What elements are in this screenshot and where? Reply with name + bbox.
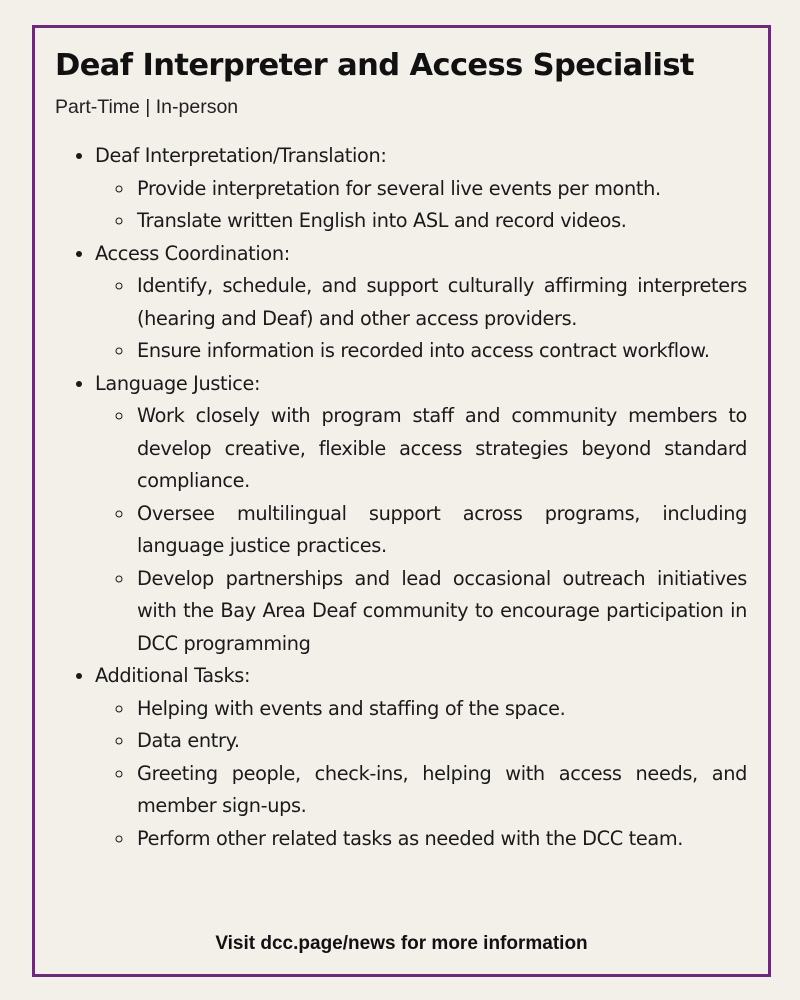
list-item: ◦ Work closely with program staff and community members to develop creative, flexible access strategies beyond standard compliance. [135, 400, 747, 498]
job-posting-card [32, 25, 771, 977]
section-additional-tasks [95, 660, 747, 855]
job-title: Deaf Interpreter and Access Specialist [55, 48, 694, 83]
list-item: ◦ Data entry. [135, 725, 747, 758]
list-item: ◦ Helping with events and staffing of the space. [135, 693, 747, 726]
section-language-justice [95, 368, 747, 661]
footer-info-link-text: Visit dcc.page/news for more information [215, 933, 588, 954]
list-item: ◦ Translate written English into ASL and record videos. [135, 205, 747, 238]
list-item: ◦ Provide interpretation for several live events per month. [135, 173, 747, 206]
section-heading: Deaf Interpretation/Translation: [95, 144, 387, 167]
list-item: ◦ Identify, schedule, and support culturally affirming interpreters (hearing and Deaf) and other access providers. [135, 270, 747, 335]
section-deaf-interpretation [95, 140, 747, 238]
list-item: ◦ Perform other related tasks as needed with the DCC team. [135, 823, 747, 856]
section-heading: Access Coordination: [95, 241, 290, 265]
responsibilities-list [75, 140, 747, 855]
section-heading: Language Justice: [95, 371, 261, 395]
list-item: ◦ Greeting people, check-ins, helping with access needs, and member sign-ups. [135, 758, 747, 823]
list-item: ◦ Develop partnerships and lead occasional outreach initiatives with the Bay Area Deaf community to encourage participation in DCC programming [135, 563, 747, 661]
section-access-coordination [95, 238, 747, 368]
section-heading: Additional Tasks: [95, 664, 251, 687]
job-type-subtitle: Part-Time | In-person [55, 96, 239, 118]
list-item: ◦ Oversee multilingual support across programs, including language justice practices. [135, 498, 747, 563]
list-item: ◦ Ensure information is recorded into access contract workflow. [135, 335, 747, 368]
